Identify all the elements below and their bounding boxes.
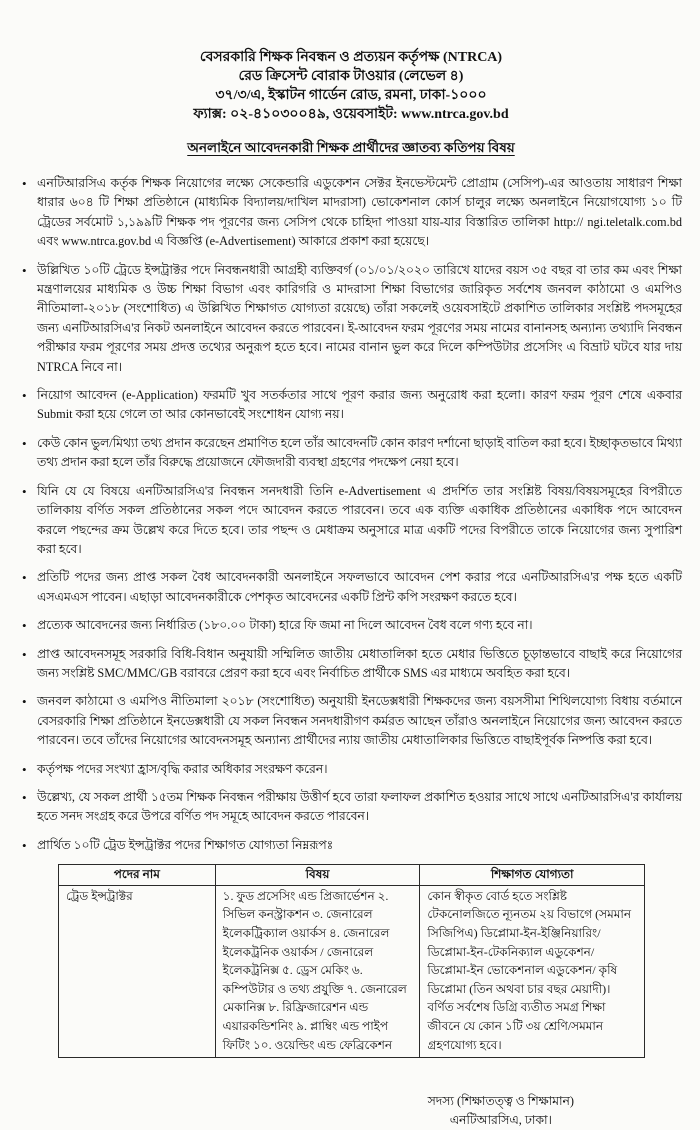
- cell-qualification: কোন স্বীকৃত বোর্ড হতে সংশ্লিষ্ট টেকনোলজিতে ন্যূনতম ২য় বিভাগে (সমমান সিজিপিএ) ডিপ্লোমা-ইন-ইঞ্জিনিয়ারিং/ ডিপ্লোমা-ইন-টেকনিক্যাল এডুকেশন/ ডিপ্লোমা-ইন ভোকেশনাল এডুকেশন/ কৃষি ডিপ্লোমা (তিন অথবা চার বছর মেয়াদী)। বর্ণিত সর্বশেষ ডিগ্রি ব্যতীত সমগ্র শিক্ষা জীবনে যে কোন ১টি ৩য় শ্রেণি/সমমান গ্রহণযোগ্য হবে।: [420, 885, 645, 1057]
- org-contact-line: ফ্যাক্স: ০২-৪১০৩০০৪৯, ওয়েবসাইট: www.ntrca.gov.bd: [193, 107, 509, 122]
- notice-bullet: • কেউ কোন ভুল/মিথ্যা তথ্য প্রদান করেছেন প্রমাণিত হলে তাঁর আবেদনটি কোন কারণ দর্শানো ছাড়াই বাতিল করা হবে। ইচ্ছাকৃতভাবে মিথ্যা তথ্য প্রদান করা হলে তাঁর বিরুদ্ধে প্রয়োজনে ফৌজদারী ব্যবস্থা গ্রহণের পদক্ষেপ নেয়া হবে।: [22, 434, 682, 473]
- notice-bullet-list: [18, 174, 684, 855]
- signatory-designation: সদস্য (শিক্ষাতত্ত্ব ও শিক্ষামান): [427, 1094, 574, 1109]
- cell-subjects: ১. ফুড প্রসেসিং এন্ড প্রিজার্ভেশন ২. সিভিল কনস্ট্রাকশন ৩. জেনারেল ইলেকট্রিক্যাল ওয়ার্কস ৪. জেনারেল ইলেকট্রনিক ওয়ার্কস / জেনারেল ইলেকট্রনিক্স ৫. ড্রেস মেকিং ৬. কম্পিউটার ও তথ্য প্রযুক্তি ৭. জেনারেল মেকানিক্স ৮. রিফ্রিজারেশন এন্ড এয়ারকন্ডিশনিং ৯. প্লাম্বিং এন্ড পাইপ ফিটিং ১০. ওয়েল্ডিং এন্ড ফেব্রিকেশন: [215, 885, 420, 1057]
- notice-bullet: • প্রাপ্ত আবেদনসমূহ সরকারি বিধি-বিধান অনুযায়ী সম্মিলিত জাতীয় মেধাতালিকা হতে মেধার ভিত্তিতে চূড়ান্তভাবে বাছাই করে নিয়োগের জন্য সংশ্লিষ্ট SMC/MMC/GB বরাবরে প্রেরণ করা হবে এবং নির্বাচিত প্রার্থীকে SMS এর মাধ্যমে অবহিত করা হবে।: [22, 645, 682, 684]
- signatory-organization: এনটিআরসিএ, ঢাকা।: [449, 1113, 552, 1128]
- notice-bullet: • প্রত্যেক আবেদনের জন্য নির্ধারিত (১৮০.০০ টাকা) হারে ফি জমা না দিলে আবেদন বৈধ বলে গণ্য হবে না।: [22, 616, 682, 635]
- notice-bullet: • নিয়োগ আবেদন (e-Application) ফরমটি খুব সতর্কতার সাথে পূরণ করার জন্য অনুরোধ করা হলো। কারণ ফরম পূরণ শেষে একবার Submit করা হয়ে গেলে তা আর কোনভাবেই সংশোধন যোগ্য নয়।: [22, 386, 682, 425]
- org-name: বেসরকারি শিক্ষক নিবন্ধন ও প্রত্যয়ন কর্তৃপক্ষ (NTRCA): [199, 50, 503, 65]
- qualification-table: [58, 864, 645, 1058]
- org-address-line1: রেড ক্রিসেন্ট বোরাক টাওয়ার (লেভেল ৪): [238, 69, 464, 84]
- notice-bullet: • প্রতিটি পদের জন্য প্রাপ্ত সকল বৈধ আবেদনকারী অনলাইনে সফলভাবে আবেদন পেশ করার পরে এনটিআরসিএ'র পক্ষ হতে একটি এসএমএস পাবেন। এছাড়া আবেদনকারীকে পেশকৃত আবেদনের একটি প্রিন্ট কপি সংরক্ষণ করতে হবে।: [22, 568, 682, 607]
- column-header-post-name: পদের নাম: [59, 865, 216, 886]
- table-header-row: [59, 865, 645, 886]
- page-title: অনলাইনে আবেদনকারী শিক্ষক প্রার্থীদের জ্ঞাতব্য কতিপয় বিষয়: [187, 140, 515, 155]
- notice-bullet: • উল্লিখিত ১০টি ট্রেডে ইন্সট্রাক্টর পদে নিবন্ধনধারী আগ্রহী ব্যক্তিবর্গ (০১/০১/২০২০ তারিখে যাদের বয়স ৩৫ বছর বা তার কম এবং শিক্ষা মন্ত্রণালয়ের মাধ্যমিক ও উচ্চ শিক্ষা বিভাগ এবং কারিগরি ও মাদরাসা শিক্ষা বিভাগের জারিকৃত সর্বশেষ জনবল কাঠামো ও এমপিও নীতিমালা-২০১৮ (সংশোধিত) এ উল্লিখিত শিক্ষাগত যোগ্যতা রয়েছে) তাঁরা সকলেই ওয়েবসাইটে প্রকাশিত তালিকার সংশ্লিষ্ট পদসমূহের জন্য এনটিআরসিএ'র নিকট অনলাইনে আবেদন করতে পারবেন। ই-আবেদন ফরম পূরণের সময় নামের বানানসহ অন্যান্য তথ্যাদি নিবন্ধন পরীক্ষার ফরম পূরণের সময় প্রদত্ত তথ্যের অনুরূপ হতে হবে। নামের বানান ভুল করে দিলে কম্পিউটার প্রসেসিং এ বিভ্রাট ঘটবে যার দায় NTRCA নিবে না।: [22, 261, 682, 377]
- notice-bullet: • যিনি যে যে বিষয়ে এনটিআরসিএ'র নিবন্ধন সনদধারী তিনি e-Advertisement এ প্রদর্শিত তার সংশ্লিষ্ট বিষয়/বিষয়সমূহের বিপরীতে তালিকায় বর্ণিত সকল প্রতিষ্ঠানের সকল পদে আবেদন করতে পারবেন। তবে এক ব্যক্তি একাধিক প্রতিষ্ঠানের একাধিক পদে আবেদন করলে পছন্দের ক্রম উল্লেখ করে দিতে হবে। তার পছন্দ ও মেধাক্রম অনুসারে মাত্র একটি পদের বিপরীতে তাকে নিয়োগের জন্য সুপারিশ করা হবে।: [22, 482, 682, 560]
- org-address-line2: ৩৭/৩/এ, ইস্কাটন গার্ডেন রোড, রমনা, ঢাকা-১০০০: [215, 88, 487, 103]
- column-header-subject: বিষয়: [215, 865, 420, 886]
- notice-bullet: • প্রার্থিত ১০টি ট্রেড ইন্সট্রাক্টর পদের শিক্ষাগত যোগ্যতা নিম্নরূপঃ: [22, 836, 682, 855]
- notice-bullet: • জনবল কাঠামো ও এমপিও নীতিমালা ২০১৮ (সংশোধিত) অনুযায়ী ইনডেক্সধারী শিক্ষকদের জন্য বয়সসীমা শিথিলযোগ্য বিধায় বর্তমানে বেসরকারি শিক্ষা প্রতিষ্ঠানে ইনডেক্সধারী যে সকল নিবন্ধন সনদধারীগণ কর্মরত আছেন তাঁরাও অনলাইনে নিয়োগের জন্য আবেদন করতে পারবেন। তবে তাঁদের নিয়োগের আবেদনসমূহ অন্যান্য প্রার্থীদের ন্যায় জাতীয় মেধাতালিকার ভিত্তিতে বাছাইপূর্বক নিষ্পত্তি করা হবে।: [22, 692, 682, 750]
- notice-bullet: • এনটিআরসিএ কর্তৃক শিক্ষক নিয়োগের লক্ষ্যে সেকেন্ডারি এডুকেশন সেক্টর ইনভেস্টমেন্ট প্রোগ্রাম (সেসিপ)-এর আওতায় সাধারণ শিক্ষা ধারার ৬০৪ টি শিক্ষা প্রতিষ্ঠানে (মাধ্যমিক বিদ্যালয়/দাখিল মাদরাসা) ভোকেশনাল কোর্স চালুর লক্ষ্যে অনলাইনে নিয়োগযোগ্য ১০ টি ট্রেডের সর্বমোট ১,১৯৯টি শিক্ষক পদ পূরণের জন্য সেসিপ থেকে চাহিদা পাওয়া যায়-যার বিস্তারিত তালিকা http:// ngi.teletalk.com.bd এবং www.ntrca.gov.bd এ বিজ্ঞপ্তি (e-Advertisement) আকারে প্রকাশ করা হয়েছে।: [22, 174, 682, 252]
- column-header-qualification: শিক্ষাগত যোগ্যতা: [420, 865, 645, 886]
- cell-post-name: ট্রেড ইন্সট্রাক্টর: [59, 885, 216, 1057]
- notice-bullet: • কর্তৃপক্ষ পদের সংখ্যা হ্রাস/বৃদ্ধি করার অধিকার সংরক্ষণ করেন।: [22, 760, 682, 779]
- signature-block: [428, 1092, 574, 1130]
- table-row: [59, 885, 645, 1057]
- qualification-table-container: [58, 864, 684, 1058]
- letterhead: [18, 48, 684, 124]
- notice-bullet: • উল্লেখ্য, যে সকল প্রার্থী ১৫তম শিক্ষক নিবন্ধন পরীক্ষায় উত্তীর্ণ হবে তারা ফলাফল প্রকাশিত হওয়ার সাথে সাথে এনটিআরসিএ'র কার্যালয় হতে সনদ সংগ্রহ করে উপরে বর্ণিত পদ সমূহে আবেদন করতে পারবেন।: [22, 788, 682, 827]
